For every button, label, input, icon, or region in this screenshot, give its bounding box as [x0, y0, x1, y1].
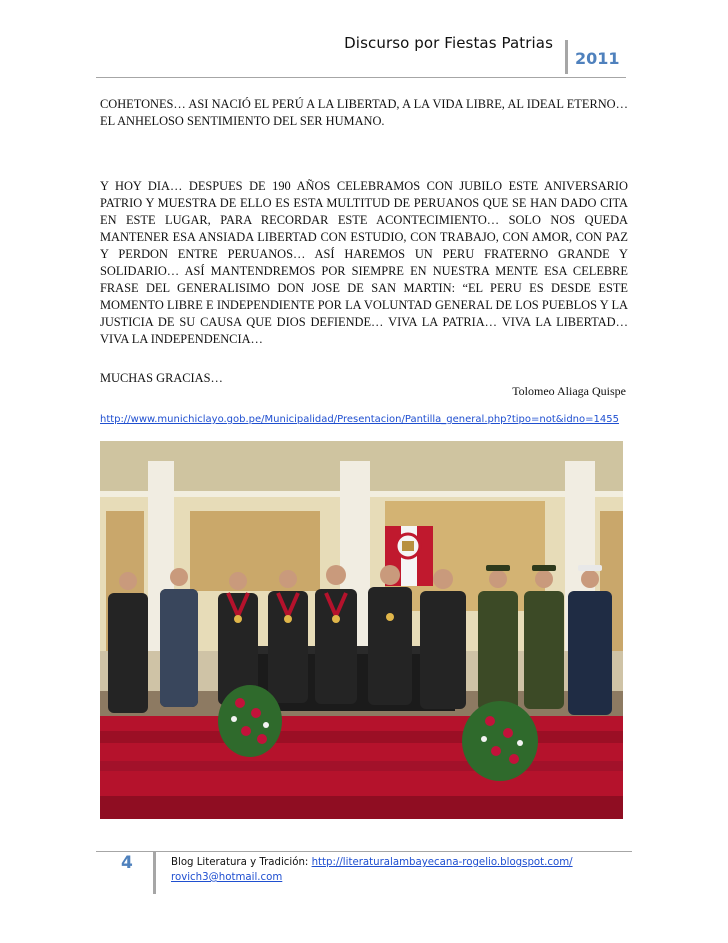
header-rule — [96, 77, 626, 78]
paragraph-intro: COHETONES… ASI NACIÓ EL PERÚ A LA LIBERTAD, A LA VIDA LIBRE, AL IDEAL ETERNO… EL ANHELOSO SENTIMIENTO DEL SER HUMANO. — [100, 97, 628, 128]
blog-link[interactable]: http://literaturalambayecana-rogelio.blogspot.com/ — [311, 857, 573, 868]
source-link[interactable]: http://www.munichiclayo.gob.pe/Municipalidad/Presentacion/Pantilla_general.php?tipo=not&idno=1455 — [100, 414, 619, 425]
header-divider — [565, 40, 568, 74]
ceremony-photo — [100, 441, 623, 819]
email-link[interactable]: rovich3@hotmail.com — [171, 872, 283, 883]
document-year: 2011 — [575, 49, 620, 68]
paragraph-main: Y HOY DIA… DESPUES DE 190 AÑOS CELEBRAMOS CON JUBILO ESTE ANIVERSARIO PATRIO Y MUESTRA DE ELLO ES ESTA MULTITUD DE PERUANOS QUE SE HAN DADO CITA EN ESTE LUGAR, PARA RECORDAR ESTE ACONTECIMIENTO… SOLO NOS QUEDA MANTENER ESA ANSIADA LIBERTAD CON ESTUDIO, CON TRABAJO, CON AMOR, CON PAZ Y PERDON ENTRE PERUANOS… ASÍ HAREMOS UN PERU FRATERNO GRANDE Y SOLIDARIO… ASÍ MANTENDREMOS POR SIEMPRE EN NUESTRA MENTE ESA CELEBRE FRASE DEL GENERALISIMO DON JOSE DE SAN MARTIN: “EL PERU ES DESDE ESTE MOMENTO LIBRE E INDEPENDIENTE POR LA VOLUNTAD GENERAL DE LOS PUEBLOS Y LA JUSTICIA DE SU CAUSA QUE DIOS DEFIENDE… VIVA LA PATRIA… VIVA LA LIBERTAD… VIVA LA INDEPENDENCIA… — [100, 179, 628, 346]
closing-line: MUCHAS GRACIAS… — [100, 371, 223, 385]
footer-rule — [96, 851, 632, 852]
blog-label: Blog Literatura y Tradición: — [171, 857, 312, 868]
footer-credits — [171, 855, 573, 885]
page-number: 4 — [121, 853, 133, 873]
author-signature: Tolomeo Aliaga Quispe — [512, 384, 626, 398]
document-title: Discurso por Fiestas Patrias — [344, 34, 553, 52]
footer-divider — [153, 851, 156, 894]
